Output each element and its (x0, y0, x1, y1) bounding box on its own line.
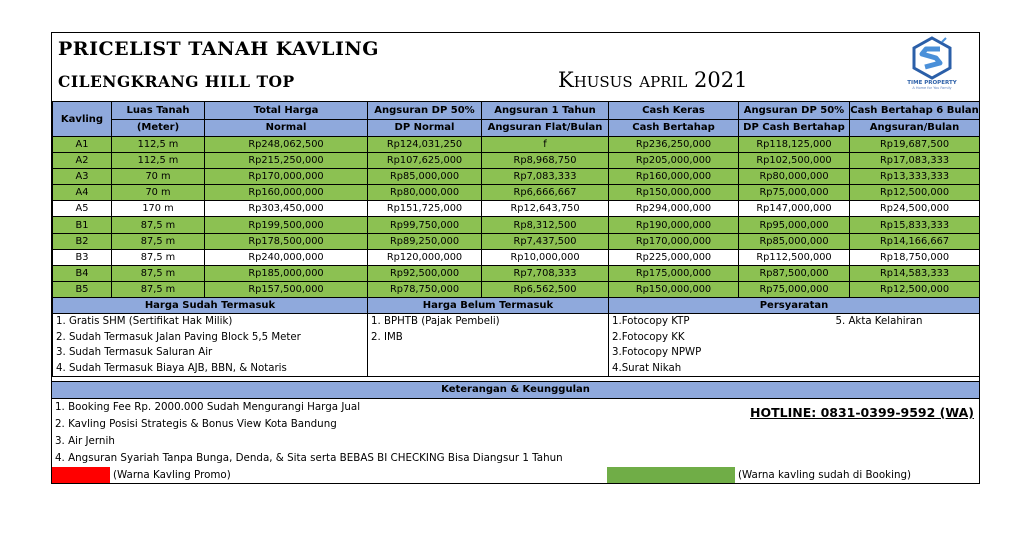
terms-row (53, 330, 980, 346)
logo-tagline: A Home for You Family (912, 86, 952, 90)
price-table (52, 101, 980, 298)
included-item: 3. Sudah Termasuk Saluran Air (53, 345, 368, 361)
cell-total: Rp157,500,000 (205, 281, 368, 297)
page-title: PRICELIST TANAH KAVLING (58, 38, 379, 60)
kavling-row-a3 (53, 169, 980, 185)
col-luas: Luas Tanah (112, 102, 205, 120)
cell-luas: 87,5 m (112, 281, 205, 297)
note-item: 2. Kavling Posisi Strategis & Bonus View Kota Bandung (55, 418, 337, 430)
cell-luas: 70 m (112, 185, 205, 201)
notes-section (52, 381, 979, 481)
cell-dp: Rp124,031,250 (368, 137, 482, 153)
cell-dp-cash: Rp75,000,000 (739, 185, 850, 201)
period-subtitle: Khusus april 2021 (558, 68, 748, 92)
cell-total: Rp215,250,000 (205, 153, 368, 169)
price-table-body (53, 137, 980, 298)
cell-kavling: A2 (53, 153, 112, 169)
requirements-heading: Persyaratan (609, 298, 980, 314)
cell-cash: Rp170,000,000 (609, 233, 739, 249)
cell-bulan: Rp24,500,000 (850, 201, 980, 217)
requirement-item: 1.Fotocopy KTP (609, 314, 833, 330)
cell-angsuran: Rp6,562,500 (482, 281, 609, 297)
cell-cash: Rp150,000,000 (609, 281, 739, 297)
cell-dp: Rp92,500,000 (368, 265, 482, 281)
cell-dp-cash: Rp95,000,000 (739, 217, 850, 233)
logo-icon (909, 36, 955, 80)
cell-dp-cash: Rp112,500,000 (739, 249, 850, 265)
cell-bulan: Rp19,687,500 (850, 137, 980, 153)
logo-text: TIME PROPERTY (907, 80, 957, 86)
kavling-row-a1 (53, 137, 980, 153)
cell-total: Rp160,000,000 (205, 185, 368, 201)
cell-total: Rp185,000,000 (205, 265, 368, 281)
included-item: 4. Sudah Termasuk Biaya AJB, BBN, & Notaris (53, 361, 368, 377)
cell-kavling: A5 (53, 201, 112, 217)
cell-angsuran: Rp12,643,750 (482, 201, 609, 217)
cell-angsuran: Rp7,083,333 (482, 169, 609, 185)
company-logo (892, 36, 972, 96)
cell-dp-cash: Rp118,125,000 (739, 137, 850, 153)
promo-color-swatch (52, 467, 110, 483)
cell-luas: 87,5 m (112, 265, 205, 281)
cell-kavling: B3 (53, 249, 112, 265)
hotline-text: HOTLINE: 0831-0399-9592 (WA) (750, 405, 975, 420)
cell-total: Rp240,000,000 (205, 249, 368, 265)
cell-total: Rp303,450,000 (205, 201, 368, 217)
requirement-item: 3.Fotocopy NPWP (609, 345, 833, 361)
cell-total: Rp170,000,000 (205, 169, 368, 185)
cell-dp-cash: Rp75,000,000 (739, 281, 850, 297)
cell-luas: 70 m (112, 169, 205, 185)
requirement-item: 2.Fotocopy KK (609, 330, 833, 346)
excluded-heading: Harga Belum Termasuk (368, 298, 609, 314)
col-dp: Angsuran DP 50% (368, 102, 482, 120)
header-row-bottom (53, 119, 980, 137)
cell-luas: 170 m (112, 201, 205, 217)
cell-dp: Rp151,725,000 (368, 201, 482, 217)
col-dp-cash: Angsuran DP 50% (739, 102, 850, 120)
notes-heading: Keterangan & Keunggulan (52, 381, 979, 399)
requirement-item: 4.Surat Nikah (609, 361, 833, 377)
cell-bulan: Rp12,500,000 (850, 281, 980, 297)
cell-angsuran: Rp6,666,667 (482, 185, 609, 201)
kavling-row-b3 (53, 249, 980, 265)
cell-dp-cash: Rp85,000,000 (739, 233, 850, 249)
cell-cash: Rp175,000,000 (609, 265, 739, 281)
cell-angsuran: f (482, 137, 609, 153)
booked-color-swatch (607, 467, 735, 483)
kavling-row-b5 (53, 281, 980, 297)
kavling-row-a5 (53, 201, 980, 217)
cell-dp: Rp80,000,000 (368, 185, 482, 201)
cell-bulan: Rp13,333,333 (850, 169, 980, 185)
kavling-row-a2 (53, 153, 980, 169)
cell-dp-cash: Rp147,000,000 (739, 201, 850, 217)
requirement-extra: 5. Akta Kelahiran (833, 314, 980, 330)
cell-dp: Rp107,625,000 (368, 153, 482, 169)
cell-dp-cash: Rp80,000,000 (739, 169, 850, 185)
excluded-item: 1. BPHTB (Pajak Pembeli) (368, 314, 609, 330)
cell-dp: Rp89,250,000 (368, 233, 482, 249)
note-item: 1. Booking Fee Rp. 2000.000 Sudah Mengurangi Harga Jual (55, 401, 361, 413)
col-cash: Cash Keras (609, 102, 739, 120)
cell-luas: 87,5 m (112, 217, 205, 233)
promo-legend-label: (Warna Kavling Promo) (113, 469, 231, 481)
excluded-item: 2. IMB (368, 330, 609, 346)
location-title: CILENGKRANG HILL TOP (58, 72, 295, 91)
terms-table (52, 297, 980, 377)
cell-angsuran: Rp8,968,750 (482, 153, 609, 169)
cell-dp-cash: Rp102,500,000 (739, 153, 850, 169)
cell-cash: Rp160,000,000 (609, 169, 739, 185)
cell-cash: Rp205,000,000 (609, 153, 739, 169)
cell-total: Rp248,062,500 (205, 137, 368, 153)
note-item: 4. Angsuran Syariah Tanpa Bunga, Denda, & Sita serta BEBAS BI CHECKING Bisa Diangsur 1 Tahun (55, 452, 563, 464)
cell-kavling: A3 (53, 169, 112, 185)
kavling-row-a4 (53, 185, 980, 201)
cell-bulan: Rp15,833,333 (850, 217, 980, 233)
cell-dp: Rp99,750,000 (368, 217, 482, 233)
included-heading: Harga Sudah Termasuk (53, 298, 368, 314)
cell-bulan: Rp14,166,667 (850, 233, 980, 249)
cell-bulan: Rp14,583,333 (850, 265, 980, 281)
col-total: Total Harga (205, 102, 368, 120)
cell-luas: 112,5 m (112, 153, 205, 169)
col-kavling: Kavling (53, 102, 112, 137)
included-item: 1. Gratis SHM (Sertifikat Hak Milik) (53, 314, 368, 330)
col-dp-cash-sub: DP Cash Bertahap (739, 119, 850, 137)
terms-row (53, 314, 980, 330)
cell-angsuran: Rp7,437,500 (482, 233, 609, 249)
cell-dp: Rp85,000,000 (368, 169, 482, 185)
cell-bulan: Rp18,750,000 (850, 249, 980, 265)
cell-luas: 87,5 m (112, 249, 205, 265)
cell-cash: Rp150,000,000 (609, 185, 739, 201)
col-angsuran-sub: Angsuran Flat/Bulan (482, 119, 609, 137)
cell-kavling: B1 (53, 217, 112, 233)
cell-kavling: A4 (53, 185, 112, 201)
cell-bulan: Rp17,083,333 (850, 153, 980, 169)
col-total-sub: Normal (205, 119, 368, 137)
included-item: 2. Sudah Termasuk Jalan Paving Block 5,5 Meter (53, 330, 368, 346)
col-bulan-sub: Angsuran/Bulan (850, 119, 980, 137)
cell-luas: 87,5 m (112, 233, 205, 249)
terms-row (53, 345, 980, 361)
col-bulan: Cash Bertahap 6 Bulan (850, 102, 980, 120)
cell-luas: 112,5 m (112, 137, 205, 153)
cell-angsuran: Rp8,312,500 (482, 217, 609, 233)
cell-kavling: B5 (53, 281, 112, 297)
cell-total: Rp178,500,000 (205, 233, 368, 249)
cell-dp: Rp78,750,000 (368, 281, 482, 297)
terms-header-row (53, 298, 980, 314)
cell-cash: Rp190,000,000 (609, 217, 739, 233)
col-dp-sub: DP Normal (368, 119, 482, 137)
col-luas-sub: (Meter) (112, 119, 205, 137)
kavling-row-b2 (53, 233, 980, 249)
header-row-top (53, 102, 980, 120)
note-item: 3. Air Jernih (55, 435, 115, 447)
cell-angsuran: Rp7,708,333 (482, 265, 609, 281)
cell-cash: Rp294,000,000 (609, 201, 739, 217)
kavling-row-b4 (53, 265, 980, 281)
terms-row (53, 361, 980, 377)
cell-cash: Rp236,250,000 (609, 137, 739, 153)
cell-kavling: A1 (53, 137, 112, 153)
booked-legend-label: (Warna kavling sudah di Booking) (738, 469, 912, 481)
cell-kavling: B2 (53, 233, 112, 249)
cell-angsuran: Rp10,000,000 (482, 249, 609, 265)
pricelist-sheet (51, 32, 980, 484)
cell-bulan: Rp12,500,000 (850, 185, 980, 201)
col-cash-sub: Cash Bertahap (609, 119, 739, 137)
col-angsuran: Angsuran 1 Tahun (482, 102, 609, 120)
kavling-row-b1 (53, 217, 980, 233)
cell-total: Rp199,500,000 (205, 217, 368, 233)
cell-kavling: B4 (53, 265, 112, 281)
cell-dp-cash: Rp87,500,000 (739, 265, 850, 281)
cell-dp: Rp120,000,000 (368, 249, 482, 265)
cell-cash: Rp225,000,000 (609, 249, 739, 265)
